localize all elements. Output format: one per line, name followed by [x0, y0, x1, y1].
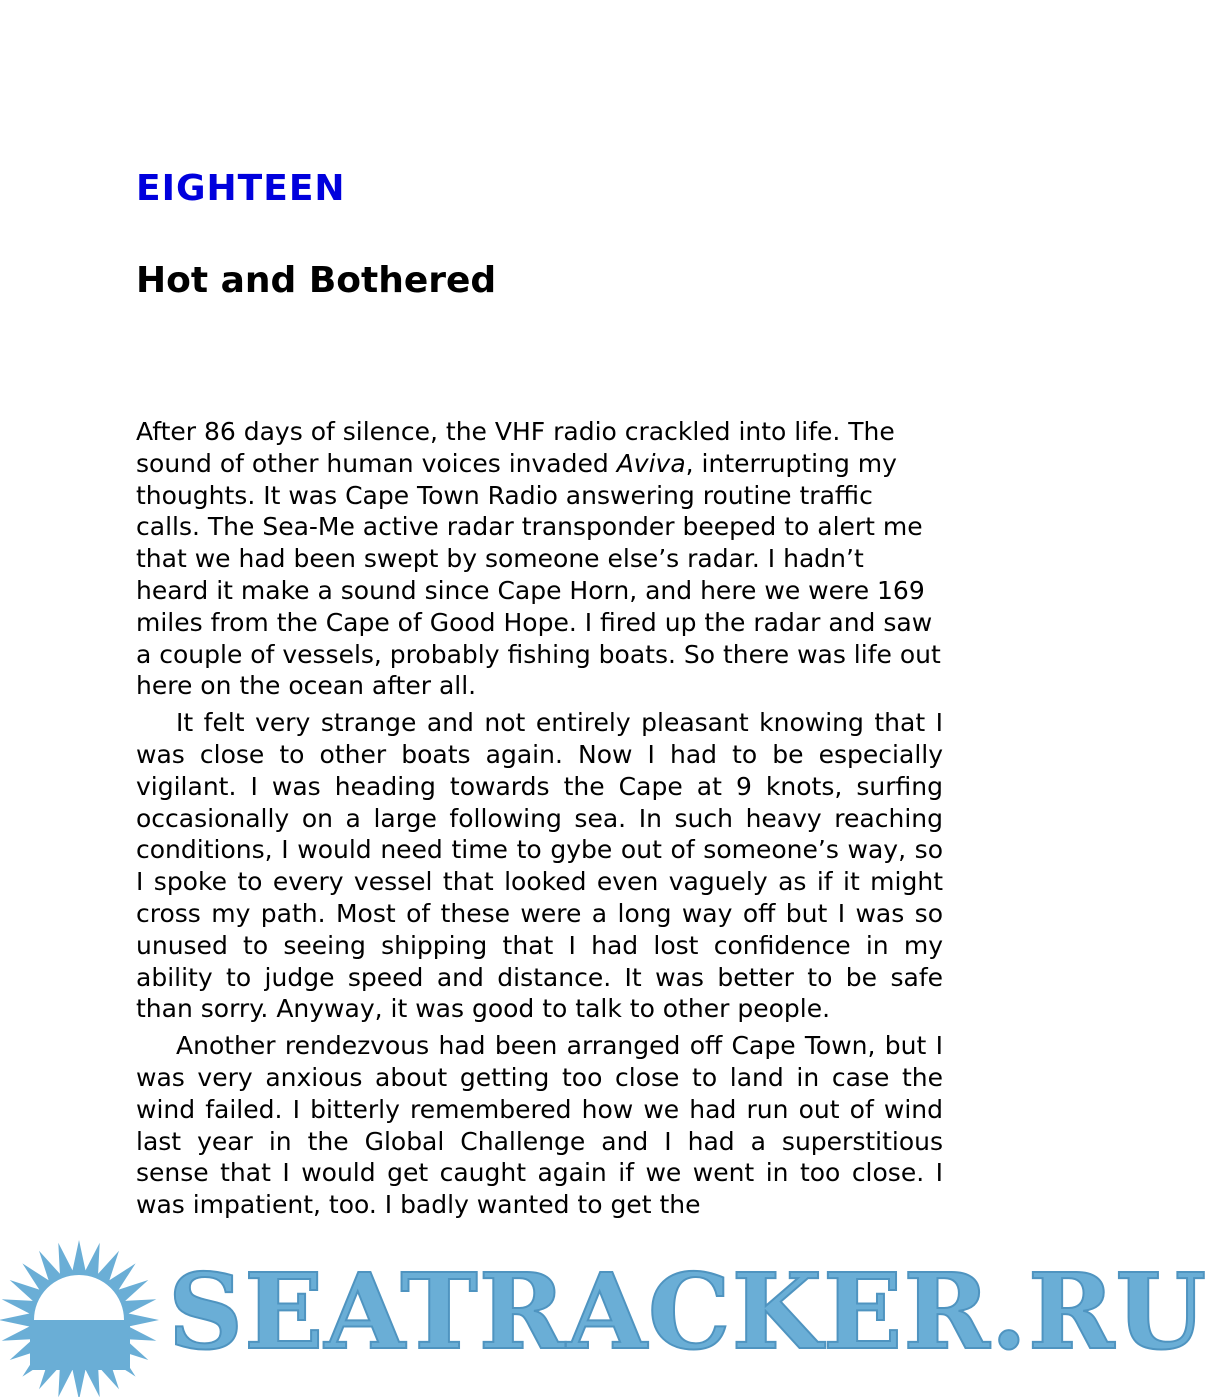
paragraph-1-text-b: , interrupting my thoughts. It was Cape Town Radio answering routine traffic calls. The Sea-Me active radar transponder beeped to alert me that we had been swept by someone else’s radar. I hadn’t heard it make a sound since Cape Horn, and here we were 169 miles from the Cape of Good Hope. I fired up the radar and saw a couple of vessels, probably fishing boats. So there was life out here on the ocean after all. — [136, 448, 941, 701]
watermark — [0, 1236, 1207, 1397]
paragraph-1 — [136, 416, 943, 702]
paragraph-2: It felt very strange and not entirely pleasant knowing that I was close to other boats again. Now I had to be especially vigilant. I was heading towards the Cape at 9 knots, surfing occasionally on a large following sea. In such heavy reaching conditions, I would need time to gybe out of someone’s way, so I spoke to every vessel that looked even vaguely as if it might cross my path. Most of these were a long way off but I was so unused to seeing shipping that I had lost confidence in my ability to judge speed and distance. It was better to be safe than sorry. Anyway, it was good to talk to other people. — [136, 708, 943, 1024]
chapter-number: EIGHTEEN — [136, 168, 346, 209]
body-text — [136, 416, 943, 1226]
sun-icon — [0, 1236, 160, 1397]
watermark-text: SEATRACKER.RU — [168, 1250, 1207, 1373]
chapter-title: Hot and Bothered — [136, 260, 497, 301]
paragraph-1-text-a: After 86 days of silence, the VHF radio crackled into life. The sound of other human voices invaded — [136, 417, 895, 478]
boat-name-italic: Aviva — [616, 448, 686, 478]
paragraph-3: Another rendezvous had been arranged off Cape Town, but I was very anxious about getting too close to land in case the wind failed. I bitterly remembered how we had run out of wind last year in the Global Challenge and I had a superstitious sense that I would get caught again if we went in too close. I was impatient, too. I badly wanted to get the — [136, 1031, 943, 1220]
